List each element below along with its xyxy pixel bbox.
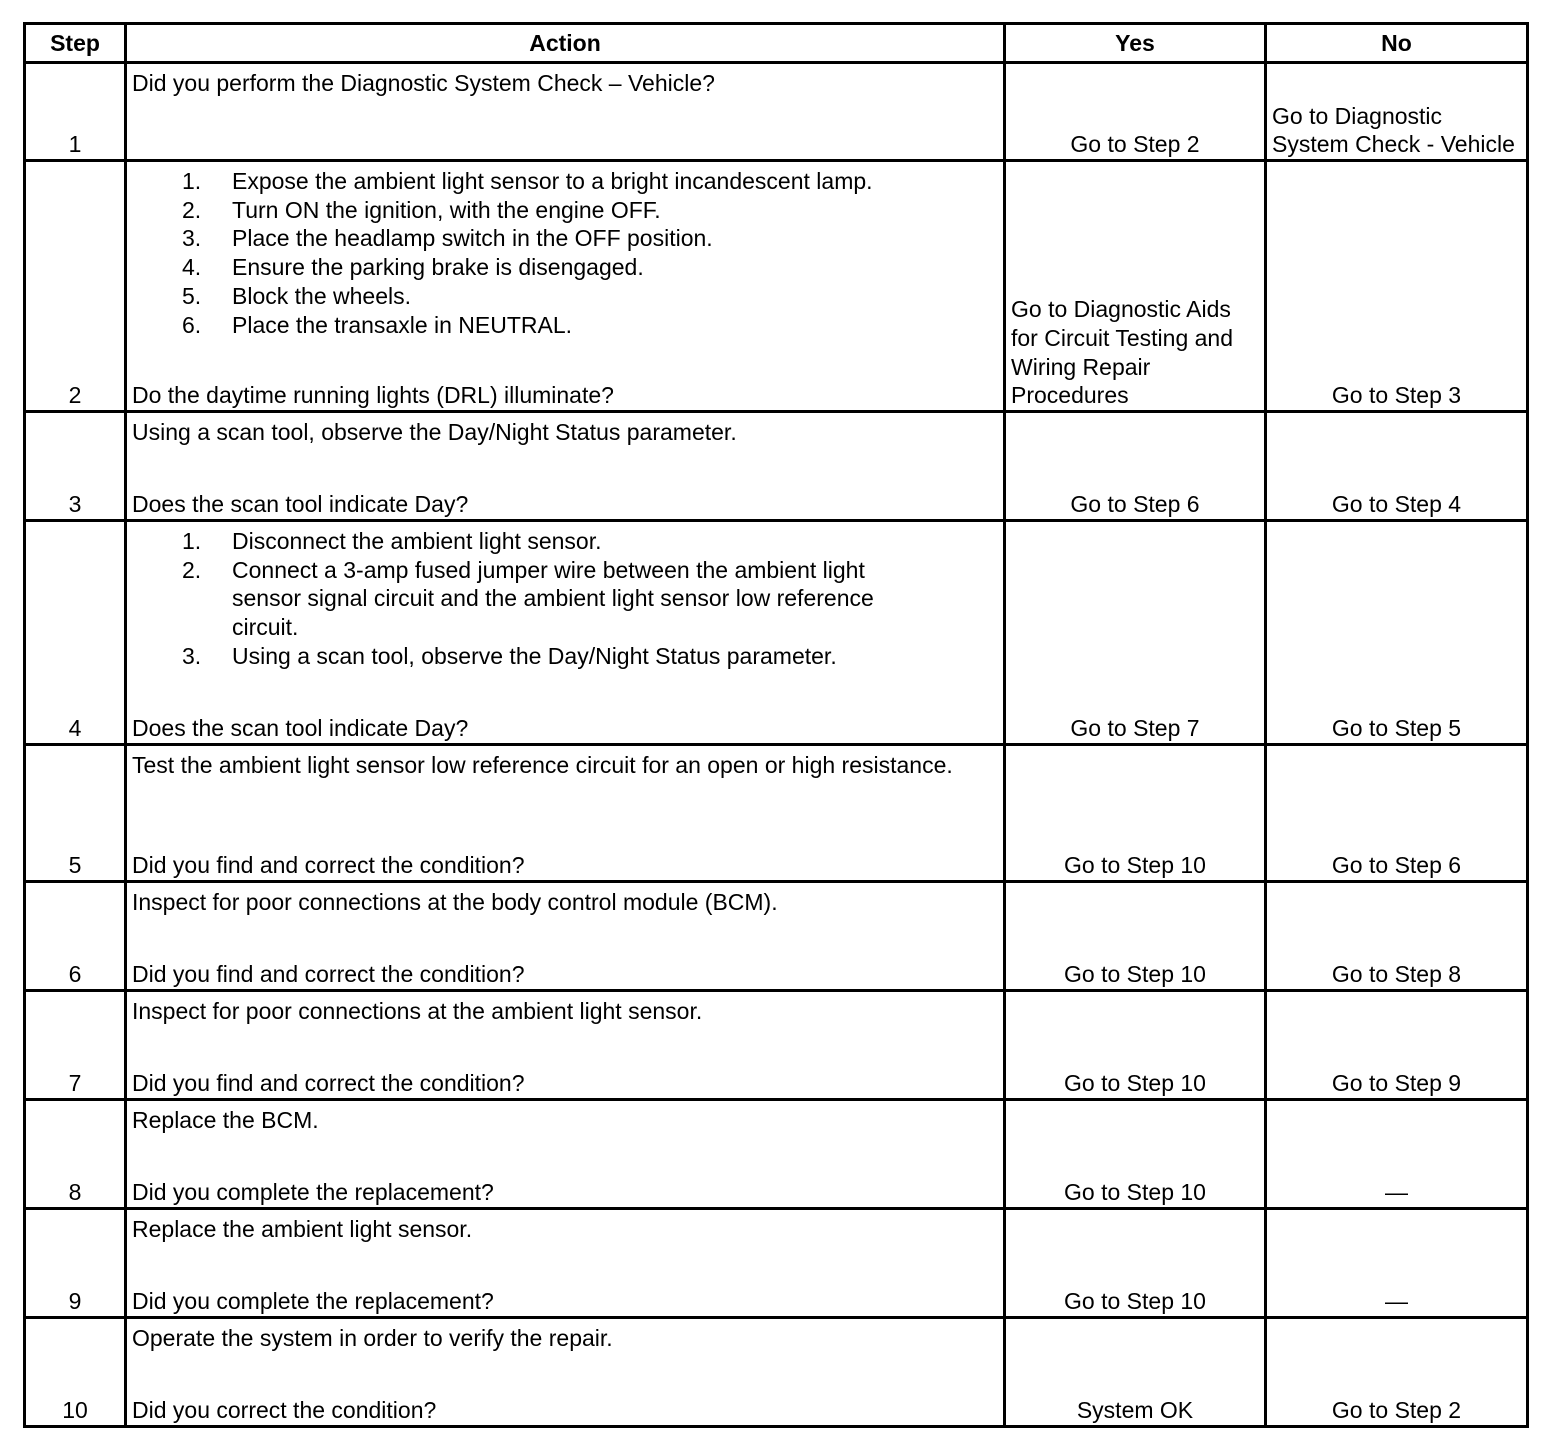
table-row: [25, 63, 1528, 161]
action-question: Did you complete the replacement?: [132, 1179, 494, 1206]
table-row: [25, 745, 1528, 882]
action-cell: [126, 1100, 1005, 1209]
substep-number: 4.: [182, 254, 202, 281]
action-instruction: Operate the system in order to verify the repair.: [132, 1325, 613, 1351]
no-result: —: [1266, 1100, 1528, 1209]
substep-number: 1.: [182, 528, 202, 554]
substep-text: Expose the ambient light sensor to a bright incandescent lamp.: [232, 168, 873, 194]
substep-number: 1.: [182, 168, 202, 194]
list-item: [182, 196, 998, 225]
step-number: 2: [25, 161, 126, 412]
list-item: [182, 527, 998, 556]
table-row: [25, 1209, 1528, 1318]
substep-text: Disconnect the ambient light sensor.: [232, 528, 602, 554]
yes-result: Go to Step 10: [1005, 745, 1266, 882]
list-item: [182, 253, 998, 282]
yes-result: Go to Step 10: [1005, 882, 1266, 991]
list-item: [182, 167, 998, 196]
action-cell: [126, 745, 1005, 882]
action-cell: [126, 882, 1005, 991]
substep-text: Place the headlamp switch in the OFF position.: [232, 225, 713, 252]
action-cell: [126, 1209, 1005, 1318]
yes-result: Go to Step 10: [1005, 1209, 1266, 1318]
action-cell: [126, 521, 1005, 745]
no-result: Go to Step 3: [1266, 161, 1528, 412]
step-number: 3: [25, 412, 126, 521]
yes-result: System OK: [1005, 1318, 1266, 1427]
substep-number: 3.: [182, 225, 202, 252]
substep-text: Turn ON the ignition, with the engine OFF.: [232, 196, 661, 223]
list-item: [182, 282, 998, 311]
table-row: [25, 521, 1528, 745]
yes-result: Go to Step 6: [1005, 412, 1266, 521]
action-question: Did you find and correct the condition?: [132, 1070, 525, 1097]
no-result: Go to Diagnostic System Check - Vehicle: [1266, 63, 1528, 161]
list-item: [182, 556, 998, 642]
substep-number: 3.: [182, 642, 202, 669]
substep-number: 6.: [182, 311, 202, 338]
yes-result: Go to Step 7: [1005, 521, 1266, 745]
step-number: 10: [25, 1318, 126, 1427]
step-number: 8: [25, 1100, 126, 1209]
diagnostic-table: [23, 22, 1529, 1428]
header-no: No: [1266, 24, 1528, 63]
substep-text: Place the transaxle in NEUTRAL.: [232, 311, 573, 338]
action-substeps: [132, 527, 998, 671]
list-item: [182, 224, 998, 253]
header-yes: Yes: [1005, 24, 1266, 63]
no-result: Go to Step 8: [1266, 882, 1528, 991]
yes-result: Go to Step 10: [1005, 1100, 1266, 1209]
action-instruction: Inspect for poor connections at the body control module (BCM).: [132, 889, 778, 915]
no-result: Go to Step 4: [1266, 412, 1528, 521]
substep-number: 2.: [182, 196, 202, 223]
yes-result: Go to Step 10: [1005, 991, 1266, 1100]
step-number: 5: [25, 745, 126, 882]
step-number: 1: [25, 63, 126, 161]
step-number: 4: [25, 521, 126, 745]
table-row: [25, 991, 1528, 1100]
action-question: Did you find and correct the condition?: [132, 961, 525, 988]
action-cell: [126, 412, 1005, 521]
action-question: Did you correct the condition?: [132, 1397, 437, 1424]
action-question: Did you complete the replacement?: [132, 1288, 494, 1315]
action-instruction: Replace the BCM.: [132, 1107, 319, 1133]
substep-text: Connect a 3-amp fused jumper wire between the ambient light sensor signal circuit and the ambient light sensor low reference circuit.: [232, 556, 874, 641]
substep-number: 2.: [182, 556, 202, 583]
table-row: [25, 1100, 1528, 1209]
header-step: Step: [25, 24, 126, 63]
step-number: 6: [25, 882, 126, 991]
no-result: —: [1266, 1209, 1528, 1318]
table-row: [25, 161, 1528, 412]
action-cell: [126, 1318, 1005, 1427]
substep-text: Using a scan tool, observe the Day/Night Status parameter.: [232, 642, 837, 669]
list-item: [182, 311, 998, 340]
no-result: Go to Step 2: [1266, 1318, 1528, 1427]
action-cell: [126, 991, 1005, 1100]
table-row: [25, 882, 1528, 991]
step-number: 7: [25, 991, 126, 1100]
action-cell: [126, 63, 1005, 161]
step-number: 9: [25, 1209, 126, 1318]
substep-text: Block the wheels.: [232, 282, 411, 309]
action-instruction: Inspect for poor connections at the ambient light sensor.: [132, 998, 703, 1024]
table-row: [25, 1318, 1528, 1427]
action-question: Do the daytime running lights (DRL) illuminate?: [132, 382, 614, 409]
no-result: Go to Step 9: [1266, 991, 1528, 1100]
no-result: Go to Step 5: [1266, 521, 1528, 745]
header-row: [25, 24, 1528, 63]
action-question: Does the scan tool indicate Day?: [132, 715, 469, 742]
action-question: Did you find and correct the condition?: [132, 852, 525, 879]
substep-text: Ensure the parking brake is disengaged.: [232, 254, 644, 281]
action-substeps: [132, 167, 998, 339]
header-action: Action: [126, 24, 1005, 63]
action-instruction: Test the ambient light sensor low reference circuit for an open or high resistance.: [132, 752, 953, 778]
action-instruction: Replace the ambient light sensor.: [132, 1216, 473, 1242]
action-instruction: Using a scan tool, observe the Day/Night Status parameter.: [132, 419, 737, 445]
table-row: [25, 412, 1528, 521]
yes-result: Go to Step 2: [1005, 63, 1266, 161]
substep-number: 5.: [182, 282, 202, 309]
no-result: Go to Step 6: [1266, 745, 1528, 882]
action-question: Does the scan tool indicate Day?: [132, 491, 469, 518]
action-instruction: Did you perform the Diagnostic System Check – Vehicle?: [132, 70, 715, 96]
action-cell: [126, 161, 1005, 412]
yes-result: Go to Diagnostic Aids for Circuit Testing and Wiring Repair Procedures: [1005, 161, 1266, 412]
list-item: [182, 642, 998, 671]
